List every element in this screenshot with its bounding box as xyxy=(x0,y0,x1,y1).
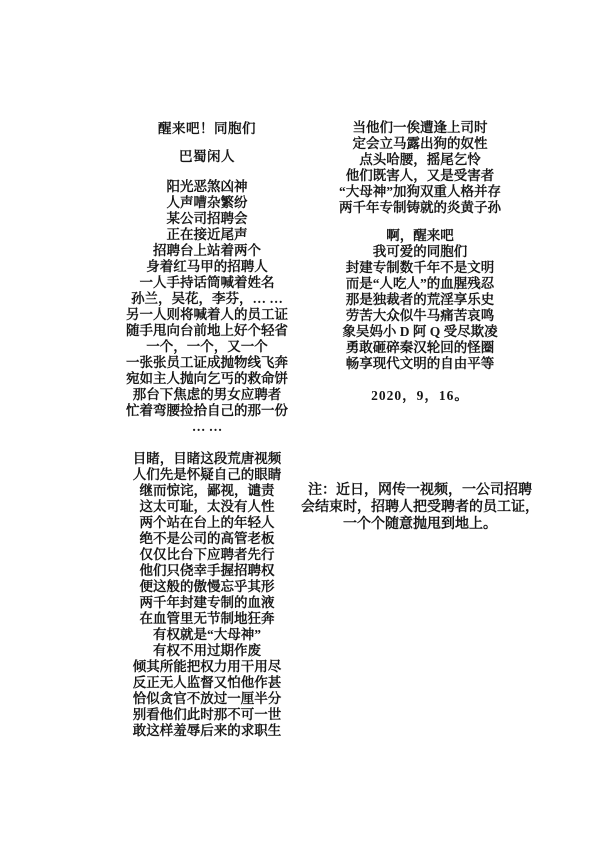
poem-line: 注：近日，网传一视频，一公司招聘 xyxy=(308,483,532,498)
stanza-right-middle xyxy=(293,228,547,372)
poem-line: 他们只侥幸手握招聘权 xyxy=(139,563,275,578)
poem-line: … … xyxy=(191,419,223,434)
stanza-right-top xyxy=(293,120,547,216)
poem-line: 随手甩向台前地上好个轻省 xyxy=(126,323,288,338)
poem-line: 这太可耻，太没有人性 xyxy=(139,499,275,514)
poem-line: 仅仅比台下应聘者先行 xyxy=(139,547,275,562)
poem-line: 当他们一俟遭逢上司时 xyxy=(352,120,488,135)
poem-line: 那台下焦虑的男女应聘者 xyxy=(132,387,282,402)
poem-line: 孙兰，吴花，李芬，… … xyxy=(131,291,283,306)
poem-line: 定会立马露出狗的奴性 xyxy=(352,136,488,151)
poem-line: 两千年专制铸就的炎黄子孙 xyxy=(339,200,501,215)
poem-line: 封建专制数千年不是文明 xyxy=(345,260,495,275)
poem-line: 有权就是“大母神” xyxy=(153,627,261,642)
poem-line: 我可爱的同胞们 xyxy=(372,244,468,259)
poem-line: 会结束时，招聘人把受聘者的员工证， xyxy=(301,500,539,515)
poem-date: 2020，9，16。 xyxy=(371,388,469,403)
poem-line: 另一人则将喊着人的员工证 xyxy=(126,307,288,322)
poem-line: “大母神”加狗双重人格并存 xyxy=(339,184,501,199)
poem-line: 勇敢砸碎秦汉轮回的怪圈 xyxy=(345,340,495,355)
poem-line: 他们既害人，又是受害者 xyxy=(345,168,495,183)
poem-line: 两个站在台上的年轻人 xyxy=(139,515,275,530)
poem-line: 人们先是怀疑自己的眼睛 xyxy=(132,467,282,482)
footnote xyxy=(293,482,547,533)
poem-line: 两千年封建专制的血液 xyxy=(139,595,275,610)
poem-line: 敢这样羞辱后来的求职生 xyxy=(132,723,282,738)
poem-title: 醒来吧！同胞们 xyxy=(158,121,256,136)
poem-line: 人声嘈杂繁纷 xyxy=(166,195,248,210)
poem-line: 啊，醒来吧 xyxy=(386,228,454,243)
poem-line: 反正无人监督又怕他作甚 xyxy=(132,675,282,690)
poem-line: 一人手持话筒喊着姓名 xyxy=(139,275,275,290)
poem-line: 招聘台上站着两个 xyxy=(153,243,261,258)
poem-line: 而是“人吃人”的血腥残忍 xyxy=(345,276,495,291)
poem-author: 巴蜀闲人 xyxy=(179,149,235,164)
poem-line: 倾其所能把权力用干用尽 xyxy=(132,659,282,674)
poem-line: 身着红马甲的招聘人 xyxy=(146,259,268,274)
poem-line: 继而惊诧，鄙视，谴责 xyxy=(139,483,275,498)
poem-line: 有权不用过期作废 xyxy=(153,643,261,658)
poem-line: 恰似贪官不放过一厘半分 xyxy=(132,691,282,706)
poem-line: 某公司招聘会 xyxy=(166,211,248,226)
poem-line: 象吴妈小 D 阿 Q 受尽欺凌 xyxy=(342,324,498,339)
poem-line: 点头哈腰，摇尾乞怜 xyxy=(359,152,481,167)
poem-line: 那是独裁者的荒淫享乐史 xyxy=(345,292,495,307)
poem-line: 劳苦大众似牛马痛苦哀鸣 xyxy=(345,308,495,323)
right-column xyxy=(293,120,547,533)
poem-line: 正在接近尾声 xyxy=(166,227,248,242)
poem-line: 便这般的傲慢忘乎其形 xyxy=(139,579,275,594)
poem-line: 目睹，目睹这段荒唐视频 xyxy=(132,451,282,466)
poem-line: 一张张员工证成抛物线飞奔 xyxy=(126,355,288,370)
poem-line: 绝不是公司的高管老板 xyxy=(139,531,275,546)
poem-line: 阳光恶煞凶神 xyxy=(166,179,248,194)
poem-line: 一个，一个，又一个 xyxy=(146,339,268,354)
poem-line: 别看他们此时那不可一世 xyxy=(132,707,282,722)
poem-line: 忙着弯腰捡拾自己的那一份 xyxy=(126,403,288,418)
poem-line: 一个个随意抛甩到地上。 xyxy=(343,517,497,532)
poem-line: 宛如主人抛向乞丐的救命饼 xyxy=(126,371,288,386)
poem-line: 在血管里无节制地狂奔 xyxy=(139,611,275,626)
poem-line: 畅享现代文明的自由平等 xyxy=(345,356,495,371)
